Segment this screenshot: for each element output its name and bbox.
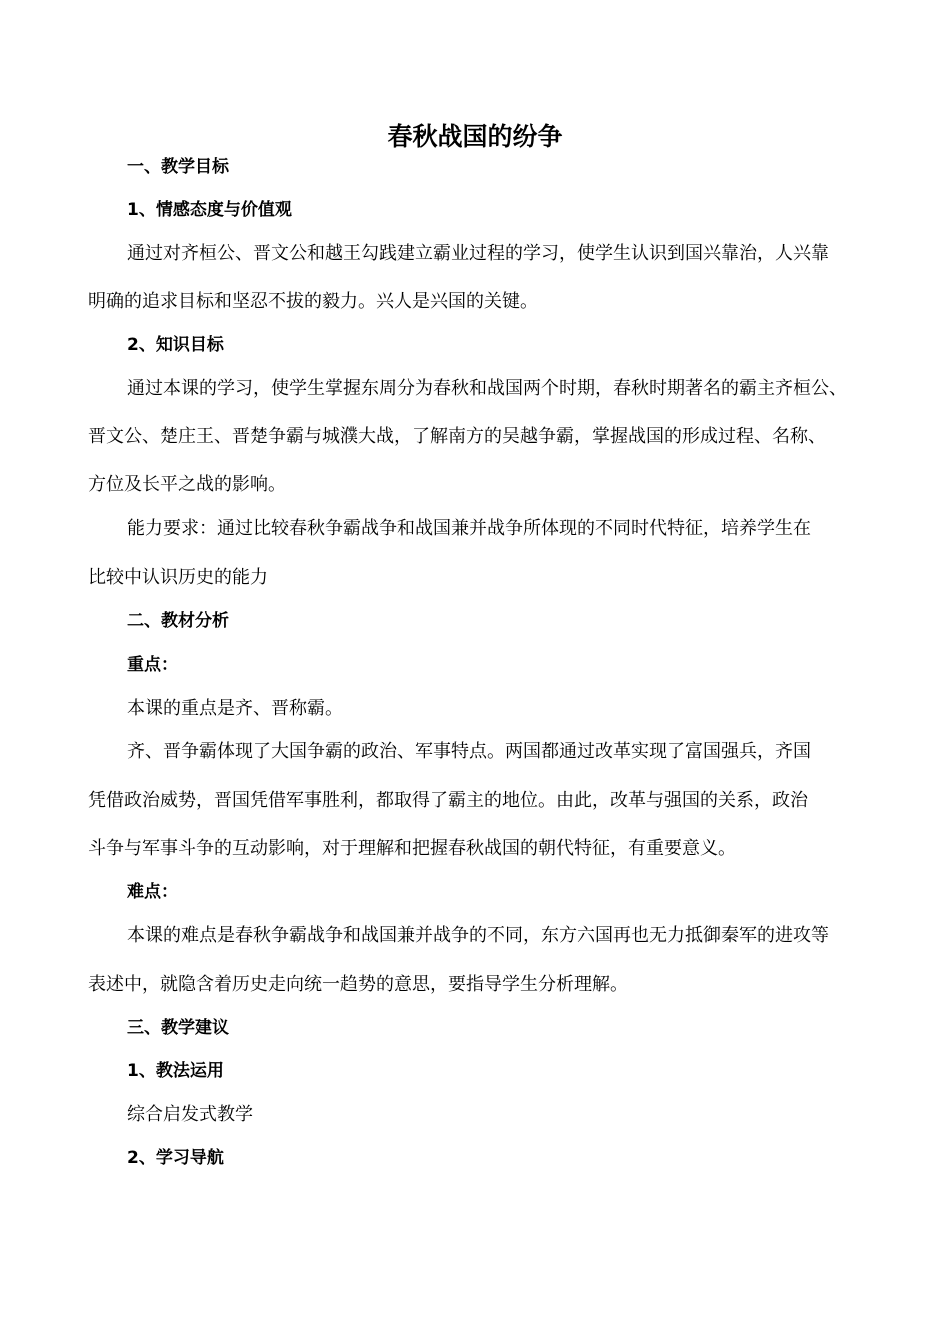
section-heading-teaching-suggestions: 三、教学建议 <box>127 1018 229 1038</box>
paragraph-line: 比较中认识历史的能力 <box>88 567 268 588</box>
paragraph-line: 斗争与军事斗争的互动影响，对于理解和把握春秋战国的朝代特征，有重要意义。 <box>88 838 736 859</box>
section-heading-teaching-goals: 一、教学目标 <box>127 157 229 177</box>
paragraph-line: 方位及长平之战的影响。 <box>88 474 286 495</box>
section-heading-material-analysis: 二、教材分析 <box>127 611 229 631</box>
subheading-knowledge-goals: 2、知识目标 <box>127 335 224 355</box>
paragraph-line: 通过本课的学习，使学生掌握东周分为春秋和战国两个时期，春秋时期著名的霸主齐桓公、 <box>127 378 847 399</box>
subheading-key-points: 重点： <box>127 655 178 675</box>
paragraph-line: 通过对齐桓公、晋文公和越王勾践建立霸业过程的学习，使学生认识到国兴靠治，人兴靠 <box>127 243 829 264</box>
paragraph-line: 凭借政治威势，晋国凭借军事胜利，都取得了霸主的地位。由此，改革与强国的关系，政治 <box>88 790 808 811</box>
paragraph-line: 能力要求：通过比较春秋争霸战争和战国兼并战争所体现的不同时代特征，培养学生在 <box>127 518 811 539</box>
document-title: 春秋战国的纷争 <box>387 122 563 151</box>
paragraph-line: 综合启发式教学 <box>127 1104 253 1125</box>
paragraph-line: 本课的重点是齐、晋称霸。 <box>127 698 343 719</box>
paragraph-line: 齐、晋争霸体现了大国争霸的政治、军事特点。两国都通过改革实现了富国强兵，齐国 <box>127 741 811 762</box>
subheading-learning-navigation: 2、学习导航 <box>127 1148 224 1168</box>
paragraph-line: 表述中，就隐含着历史走向统一趋势的意思，要指导学生分析理解。 <box>88 974 628 995</box>
subheading-difficult-points: 难点： <box>127 882 178 902</box>
paragraph-line: 本课的难点是春秋争霸战争和战国兼并战争的不同，东方六国再也无力抵御秦军的进攻等 <box>127 925 829 946</box>
subheading-teaching-methods: 1、教法运用 <box>127 1061 224 1081</box>
subheading-emotion-values: 1、情感态度与价值观 <box>127 200 292 220</box>
paragraph-line: 明确的追求目标和坚忍不拔的毅力。兴人是兴国的关键。 <box>88 291 538 312</box>
paragraph-line: 晋文公、楚庄王、晋楚争霸与城濮大战，了解南方的吴越争霸，掌握战国的形成过程、名称、 <box>88 426 826 447</box>
